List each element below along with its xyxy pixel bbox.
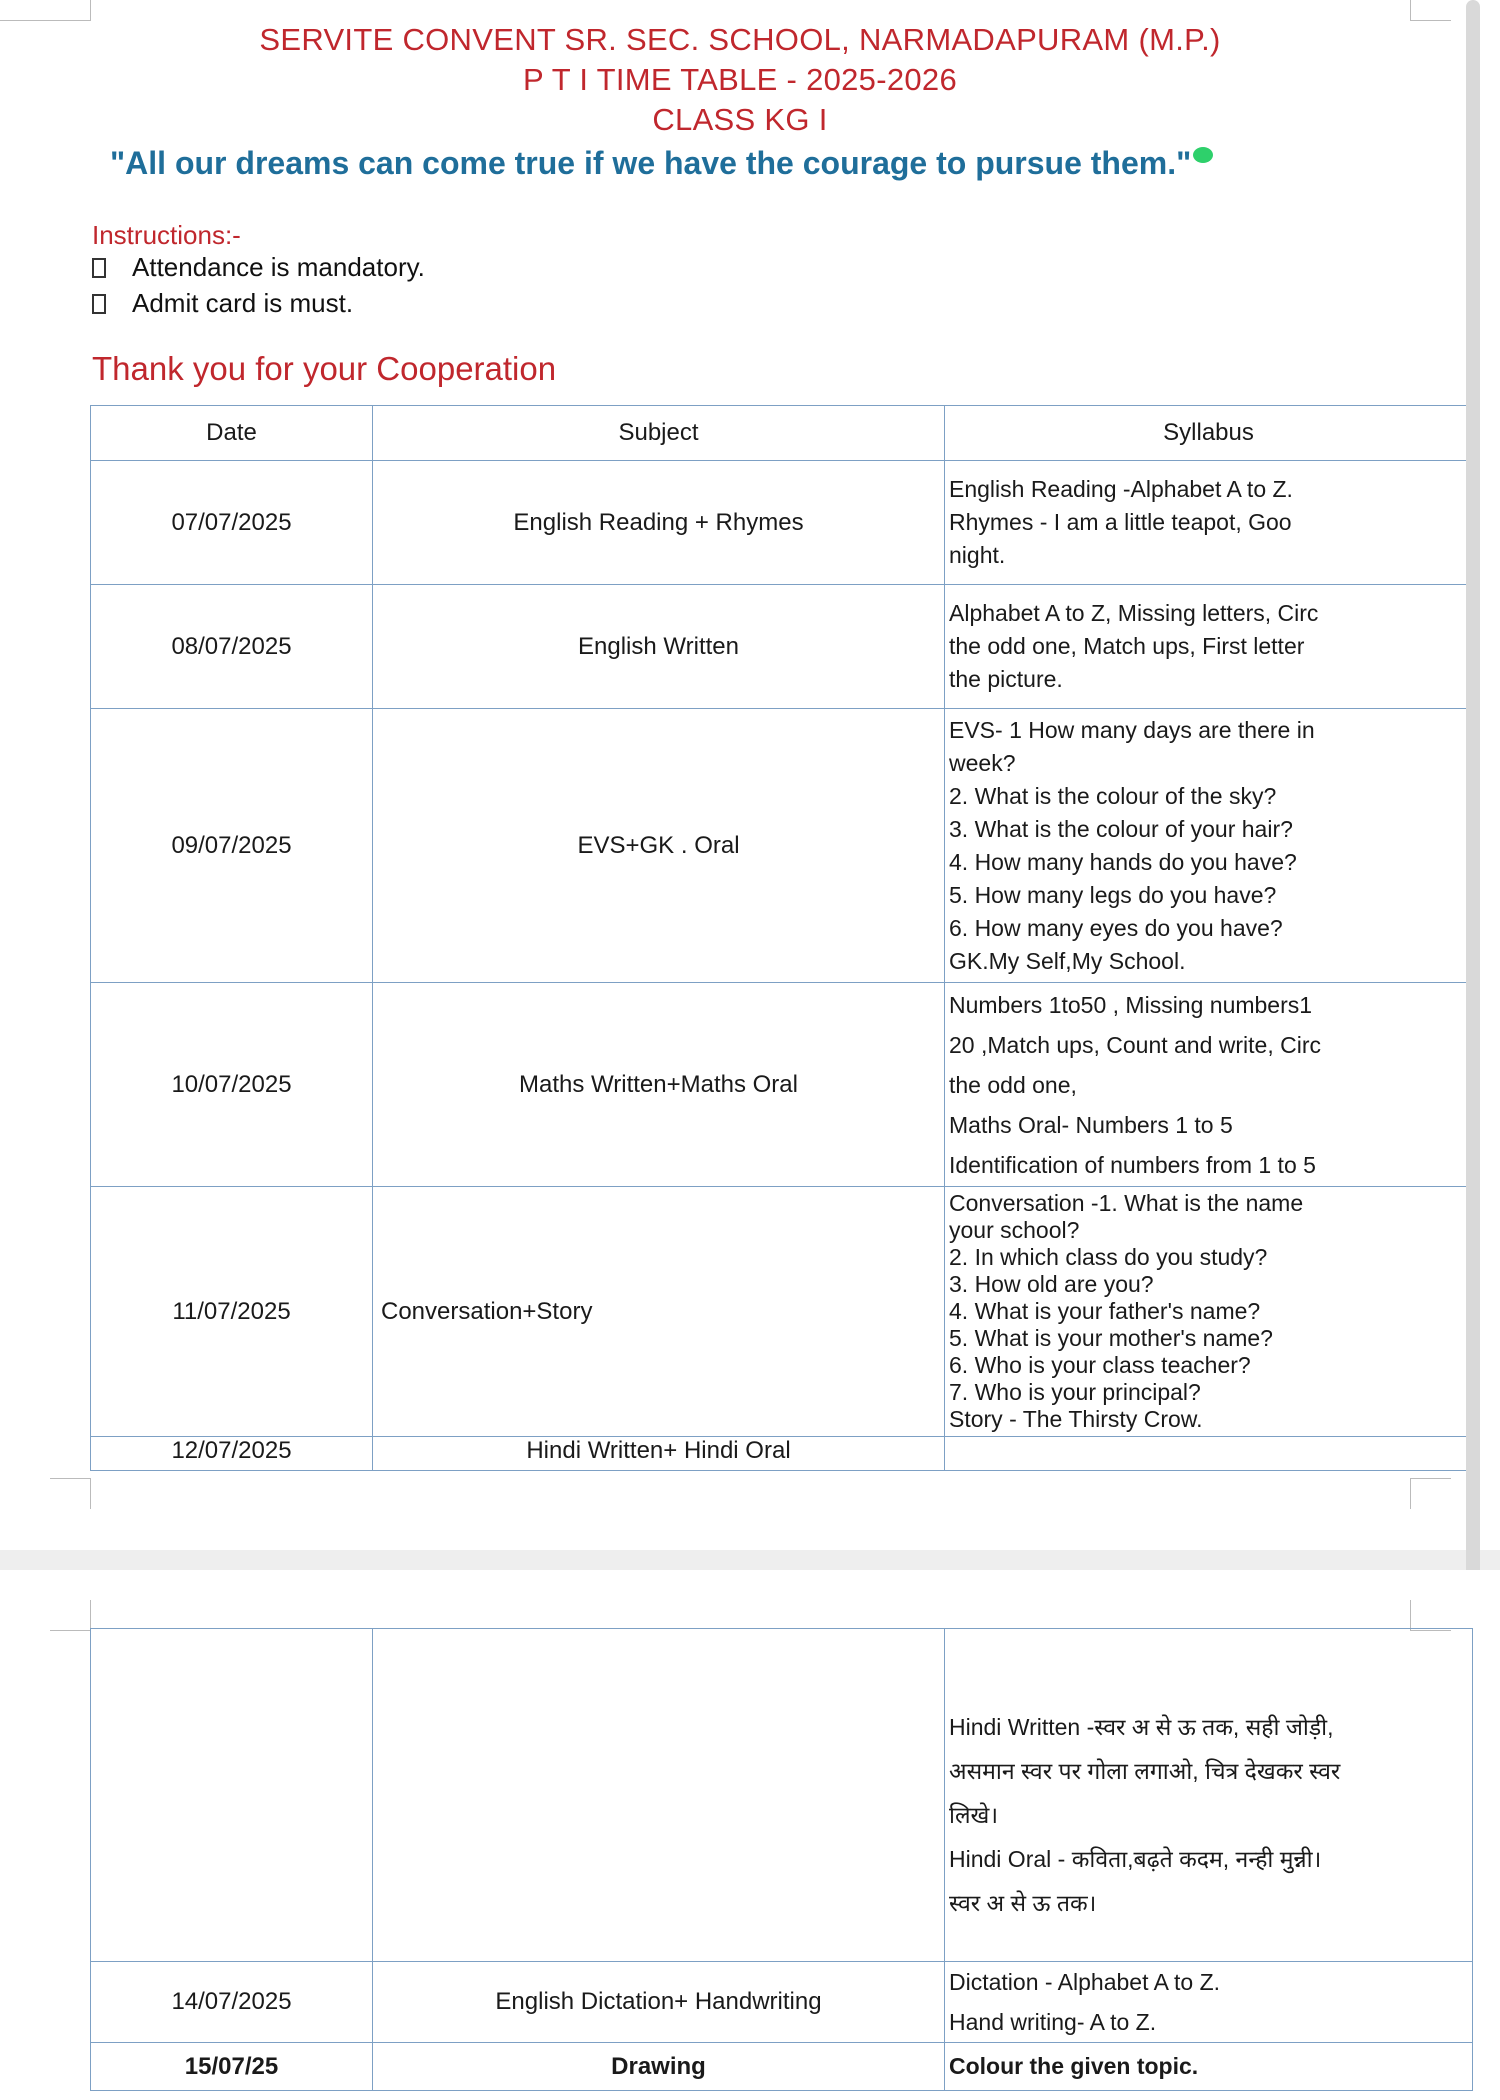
school-name: SERVITE CONVENT SR. SEC. SCHOOL, NARMADAPURAM (M.P.): [259, 22, 1221, 57]
date-cell: 15/07/25: [91, 2043, 373, 2091]
date-cell: 11/07/2025: [91, 1187, 373, 1437]
page-corner-mark: [50, 1600, 91, 1631]
table-row: [91, 1962, 1473, 2043]
document-header: [90, 20, 1390, 140]
table-row: [91, 1437, 1473, 1471]
subject-cell: Hindi Written+ Hindi Oral: [373, 1437, 945, 1471]
page-corner-mark: [1410, 1478, 1451, 1509]
green-dot-icon: [1193, 147, 1213, 163]
table-header-row: [91, 406, 1473, 461]
page-2: [0, 1570, 1500, 2100]
timetable-title: P T I TIME TABLE - 2025-2026: [522, 62, 958, 97]
class-name: CLASS KG I: [652, 102, 828, 137]
instruction-item: Attendance is mandatory.: [92, 252, 425, 283]
page-corner-mark: [0, 0, 91, 21]
date-cell: 07/07/2025: [91, 461, 373, 585]
column-header-subject: Subject: [373, 406, 945, 461]
table-row: [91, 1187, 1473, 1437]
subject-cell: English Reading + Rhymes: [373, 461, 945, 585]
table-row: [91, 1629, 1473, 1962]
page-corner-mark: [50, 1478, 91, 1509]
table-row: [91, 461, 1473, 585]
syllabus-cell: Alphabet A to Z, Missing letters, Circ the odd one, Match ups, First letter the picture.: [945, 585, 1473, 709]
syllabus-cell: Colour the given topic.: [945, 2043, 1473, 2091]
syllabus-cell: [945, 1437, 1473, 1471]
subject-cell: EVS+GK . Oral: [373, 709, 945, 983]
date-cell: 09/07/2025: [91, 709, 373, 983]
page-corner-mark: [1410, 1600, 1451, 1631]
subject-cell: Maths Written+Maths Oral: [373, 983, 945, 1187]
syllabus-cell: Conversation -1. What is the name your school? 2. In which class do you study? 3. How old are you? 4. What is your father's name? 5. What is your mother's name? 6. Who is your class teacher? 7. Who is your principal? Story - The Thirsty Crow.: [945, 1187, 1473, 1437]
thank-you-note: Thank you for your Cooperation: [92, 350, 557, 387]
instructions-title: Instructions:-: [92, 220, 241, 250]
column-header-syllabus: Syllabus: [945, 406, 1473, 461]
date-cell: 12/07/2025: [91, 1437, 373, 1471]
instruction-item: Admit card is must.: [92, 288, 353, 319]
syllabus-cell: EVS- 1 How many days are there in week? 2. What is the colour of the sky? 3. What is the colour of your hair? 4. How many hands do you have? 5. How many legs do you have? 6. How many eyes do you have? GK.My Self,My School.: [945, 709, 1473, 983]
table-row: [91, 2043, 1473, 2091]
timetable-continued: [90, 1628, 1473, 2091]
syllabus-cell: Dictation - Alphabet A to Z. Hand writing- A to Z.: [945, 1962, 1473, 2043]
column-header-date: Date: [91, 406, 373, 461]
page-gap: [0, 1550, 1500, 1570]
date-cell: 10/07/2025: [91, 983, 373, 1187]
subject-cell: Drawing: [373, 2043, 945, 2091]
bullet-icon: [92, 294, 106, 314]
syllabus-cell: English Reading -Alphabet A to Z. Rhymes - I am a little teapot, Goo night.: [945, 461, 1473, 585]
scrollbar[interactable]: [1466, 0, 1480, 1600]
page-corner-mark: [1410, 0, 1451, 21]
subject-cell: Conversation+Story: [373, 1187, 945, 1437]
table-row: [91, 709, 1473, 983]
subject-cell: English Dictation+ Handwriting: [373, 1962, 945, 2043]
syllabus-cell: Numbers 1to50 , Missing numbers1 20 ,Match ups, Count and write, Circ the odd one, Maths Oral- Numbers 1 to 5 Identification of numbers from 1 to 5: [945, 983, 1473, 1187]
subject-cell: English Written: [373, 585, 945, 709]
syllabus-cell-hindi: Hindi Written -स्वर अ से ऊ तक, सही जोड़ी, असमान स्वर पर गोला लगाओ, चित्र देखकर स्वर लिखे। Hindi Oral - कविता,बढ़ते कदम, नन्ही मुन्नी। स्वर अ से ऊ तक।: [945, 1629, 1473, 1962]
date-cell: [91, 1629, 373, 1962]
bullet-icon: [92, 258, 106, 278]
date-cell: 14/07/2025: [91, 1962, 373, 2043]
table-row: [91, 983, 1473, 1187]
timetable: [90, 405, 1473, 1471]
table-row: [91, 585, 1473, 709]
date-cell: 08/07/2025: [91, 585, 373, 709]
motivational-quote: "All our dreams can come true if we have the courage to pursue them.": [110, 145, 1213, 182]
subject-cell: [373, 1629, 945, 1962]
